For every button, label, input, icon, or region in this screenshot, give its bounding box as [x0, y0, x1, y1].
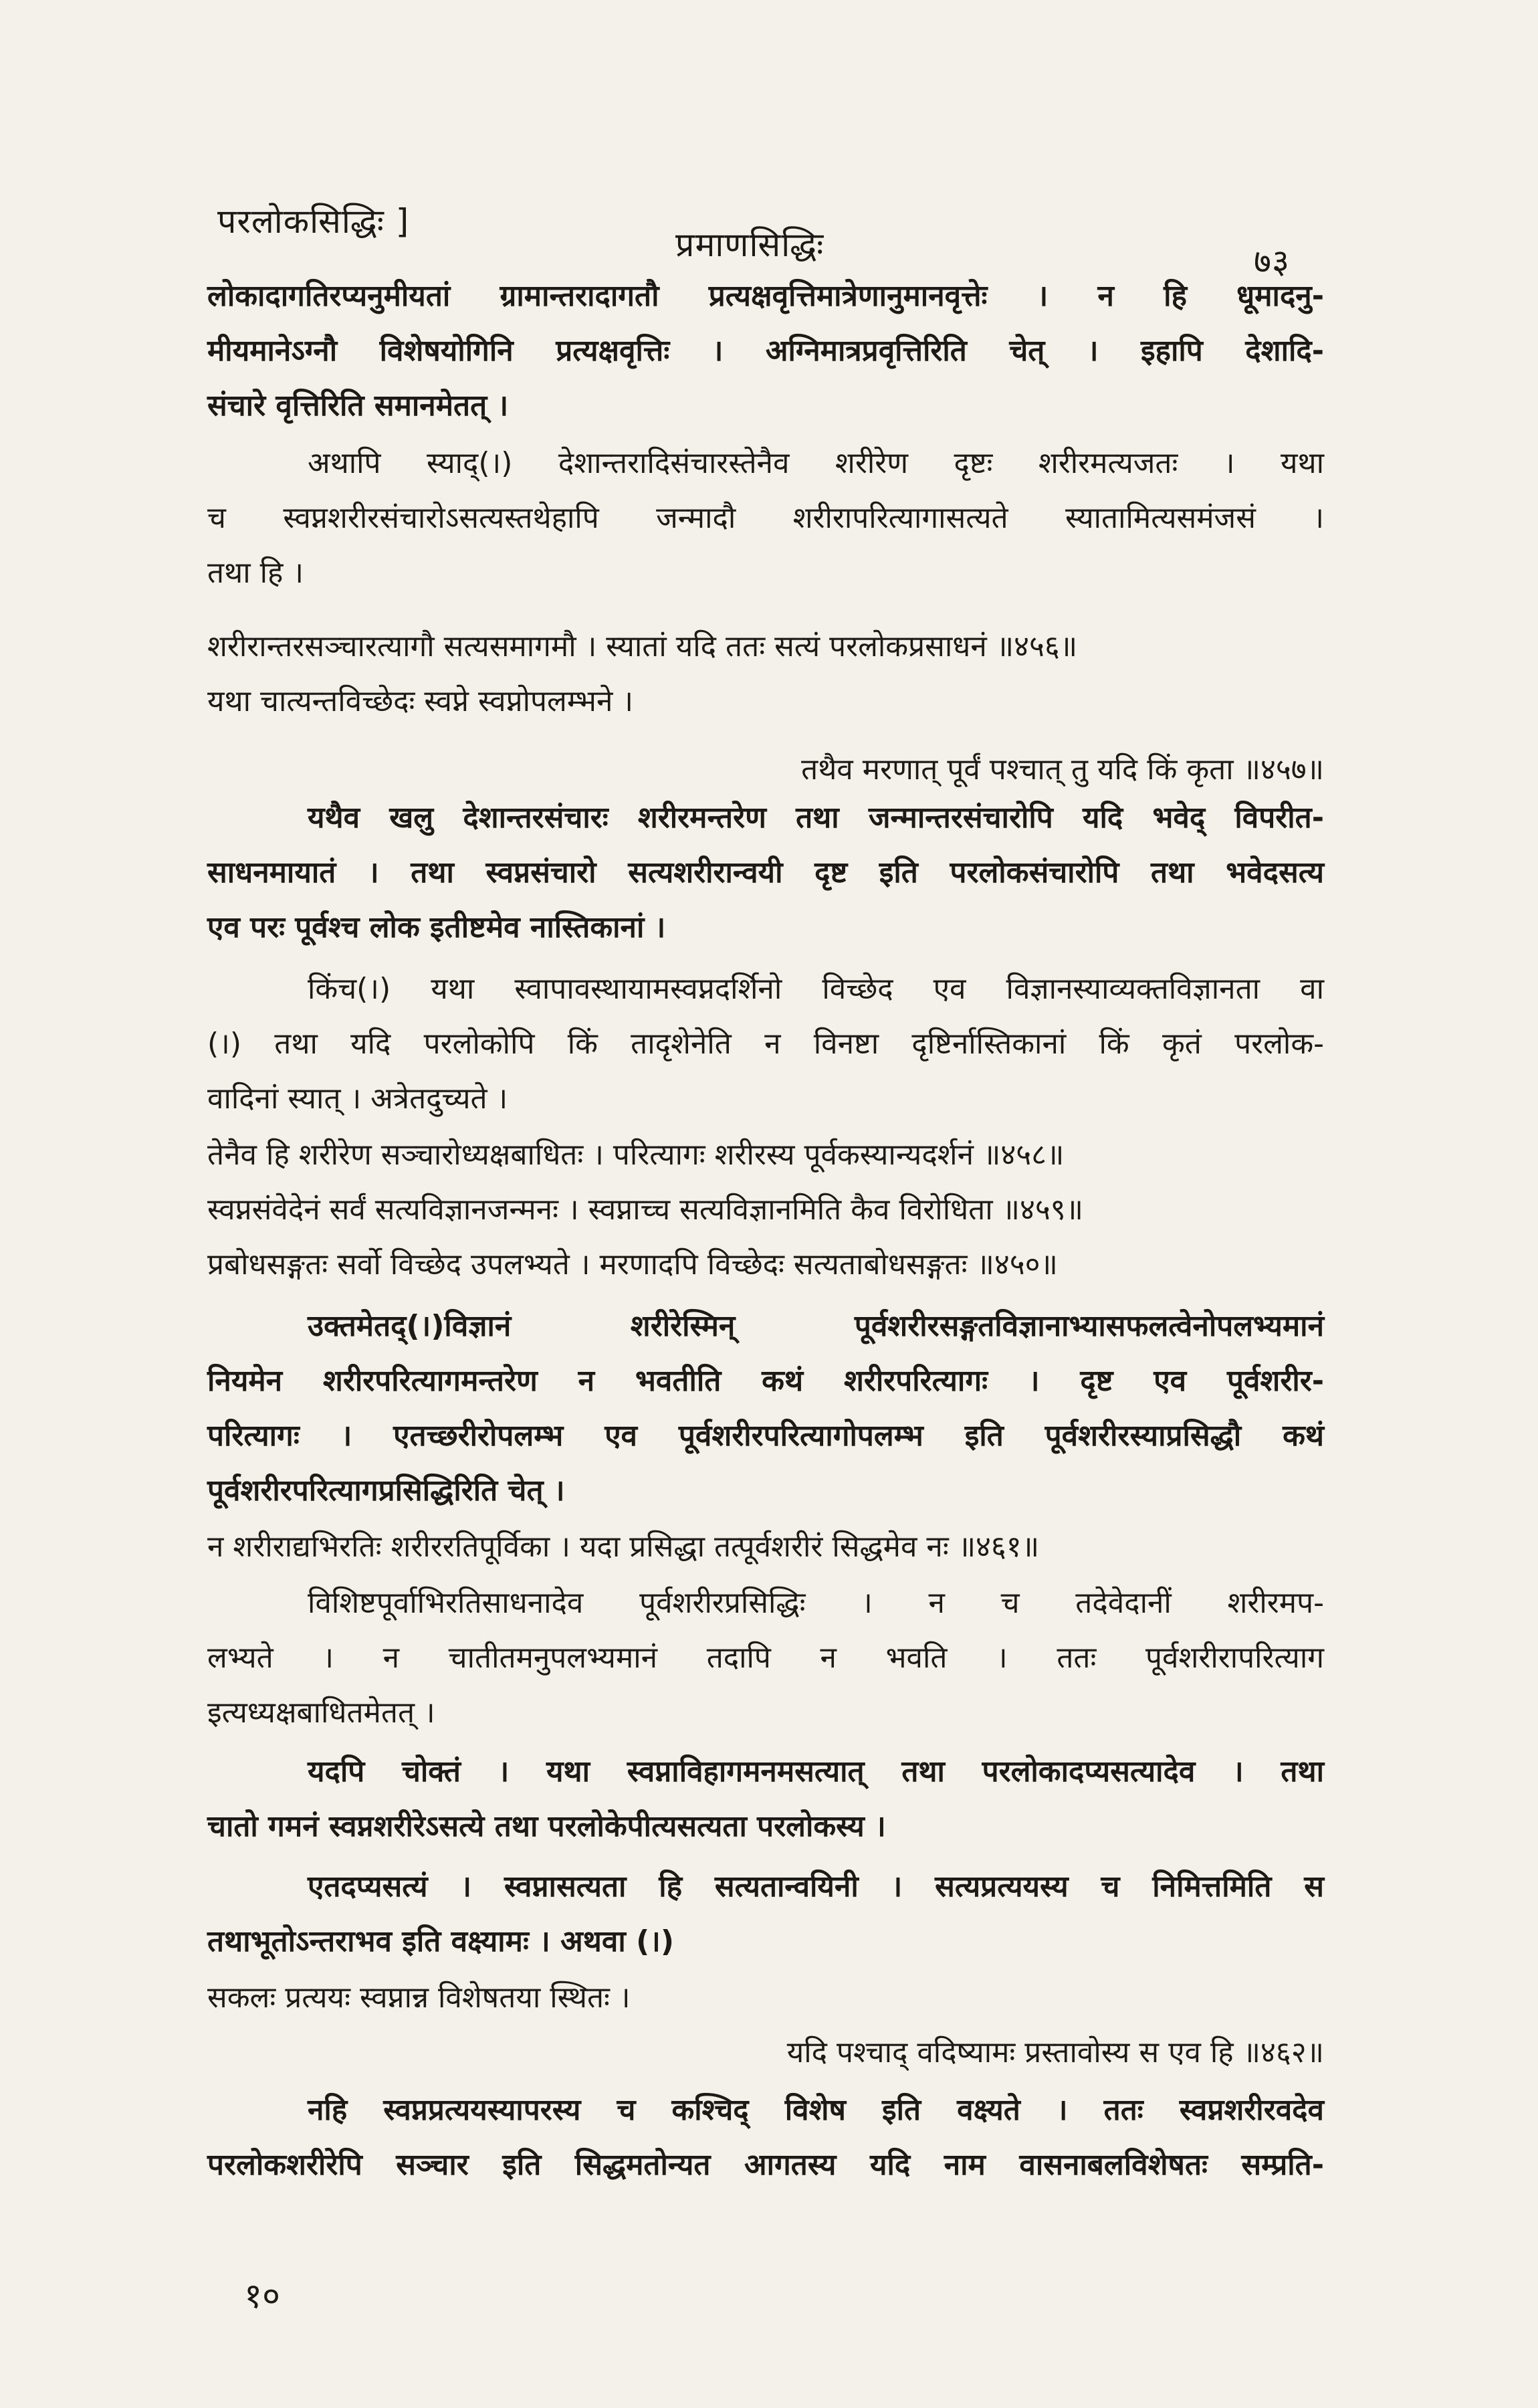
text-line: चातो गमनं स्वप्नशरीरेऽसत्ये तथा परलोकेपीत्यसत्यता परलोकस्य ।: [207, 1809, 886, 1843]
paragraph-4: [207, 962, 1324, 1126]
text-line: एतदप्यसत्यं । स्वप्नासत्यता हि सत्यतान्वयिनी । सत्यप्रत्ययस्य च निमित्तमिति स: [308, 1870, 1324, 1904]
running-head-left: परलोकसिद्धिः ]: [217, 202, 410, 241]
text-line: पूर्वशरीरपरित्यागप्रसिद्धिरिति चेत् ।: [207, 1474, 565, 1508]
verse-line: तथैव मरणात् पूर्वं पश्चात् तु यदि किं कृता ॥४५७॥: [801, 752, 1324, 787]
verse-line: शरीरान्तरसञ्चारत्यागौ सत्यसमागमौ । स्यातां यदि ततः सत्यं परलोकप्रसाधनं ॥४५६॥: [207, 629, 1078, 664]
text-line: नियमेन शरीरपरित्यागमन्तरेण न भवतीति कथं शरीरपरित्यागः । दृष्ट एव पूर्वशरीर-: [207, 1364, 1324, 1398]
paragraph-5: [207, 1299, 1324, 1518]
paragraph-8: [207, 1860, 1324, 1969]
verse-461: [207, 1520, 1324, 1575]
paragraph-6: [207, 1576, 1324, 1740]
verse-456: [207, 619, 1324, 729]
verses-458-450: [207, 1128, 1324, 1292]
text-line: लोकादागतिरप्यनुमीयतां ग्रामान्तरादागतौ प्रत्यक्षवृत्तिमात्रेणानुमानवृत्तेः । न हि धूमादनु-: [207, 279, 1324, 313]
verse-line: स्वप्नसंवेदेनं सर्वं सत्यविज्ञानजन्मनः । स्वप्नाच्च सत्यविज्ञानमिति कैव विरोधिता ॥४५९॥: [207, 1193, 1083, 1227]
paragraph-9: [207, 2083, 1324, 2193]
verse-line: सकलः प्रत्ययः स्वप्नान्न विशेषतया स्थितः ।: [207, 1981, 631, 2015]
text-line: तथा हि ।: [207, 556, 304, 590]
signature-mark: १०: [244, 2276, 281, 2316]
paragraph-7: [207, 1744, 1324, 1854]
verse-line: यथा चात्यन्तविच्छेदः स्वप्ने स्वप्नोपलम्भने ।: [207, 684, 634, 718]
text-line: तथाभूतोऽन्तराभव इति वक्ष्यामः । अथवा (।): [207, 1924, 674, 1959]
text-line: मीयमानेऽग्नौ विशेषयोगिनि प्रत्यक्षवृत्तिः । अग्निमात्रप्रवृत्तिरिति चेत् । इहापि देशादि-: [207, 334, 1324, 368]
verse-462: [207, 1971, 1324, 2080]
text-line: परलोकशरीरेपि सञ्चार इति सिद्धमतोन्यत आगतस्य यदि नाम वासनाबलविशेषतः सम्प्रति-: [207, 2148, 1324, 2182]
text-line: विशिष्टपूर्वाभिरतिसाधनादेव पूर्वशरीरप्रसिद्धिः । न च तदेवेदानीं शरीरमप-: [308, 1586, 1324, 1620]
text-line: च स्वप्नशरीरसंचारोऽसत्यस्तथेहापि जन्मादौ शरीरापरित्यागासत्यते स्यातामित्यसमंजसं ।: [207, 501, 1324, 535]
text-line: परित्यागः । एतच्छरीरोपलम्भ एव पूर्वशरीरपरित्यागोपलम्भ इति पूर्वशरीरस्याप्रसिद्धौ कथं: [207, 1419, 1324, 1453]
verse-457: [207, 742, 1324, 797]
verse-line: न शरीराद्यभिरतिः शरीररतिपूर्विका । यदा प्रसिद्धा तत्पूर्वशरीरं सिद्धमेव नः ॥४६१॥: [207, 1530, 1040, 1564]
text-line: एव परः पूर्वश्च लोक इतीष्टमेव नास्तिकानां ।: [207, 910, 666, 944]
verse-line: तेनैव हि शरीरेण सञ्चारोध्यक्षबाधितः । परित्यागः शरीरस्य पूर्वकस्यान्यदर्शनं ॥४५८॥: [207, 1138, 1065, 1172]
text-line: संचारे वृत्तिरिति समानमेतत् ।: [207, 389, 509, 423]
text-line: नहि स्वप्नप्रत्ययस्यापरस्य च कश्चिद् विशेष इति वक्ष्यते । ततः स्वप्नशरीरवदेव: [308, 2093, 1324, 2127]
text-line: वादिनां स्यात् । अत्रेतदुच्यते ।: [207, 1082, 508, 1116]
text-line: लभ्यते । न चातीतमनुपलभ्यमानं तदापि न भवति । ततः पूर्वशरीरापरित्याग: [207, 1641, 1324, 1675]
text-line: साधनमायातं । तथा स्वप्नसंचारो सत्यशरीरान्वयी दृष्ट इति परलोकसंचारोपि तथा भवेदसत्य: [207, 856, 1324, 890]
paragraph-1: [207, 269, 1324, 433]
verse-line: यदि पश्चाद् वदिष्यामः प्रस्तावोस्य स एव हि ॥४६२॥: [786, 2035, 1324, 2070]
paragraph-2: [207, 436, 1324, 601]
text-line: यदपि चोक्तं । यथा स्वप्नाविहागमनमसत्यात् तथा परलोकादप्यसत्यादेव । तथा: [308, 1754, 1324, 1789]
text-line: इत्यध्यक्षबाधितमेतत् ।: [207, 1696, 435, 1730]
verse-line: प्रबोधसङ्गतः सर्वो विच्छेद उपलभ्यते । मरणादपि विच्छेदः सत्यताबोधसङ्गतः ॥४५०॥: [207, 1247, 1058, 1282]
page-number: ७३: [1254, 242, 1290, 281]
running-head-center: प्रमाणसिद्धिः: [675, 225, 825, 264]
paragraph-3: [207, 791, 1324, 955]
text-line: अथापि स्याद्(।) देशान्तरादिसंचारस्तेनैव शरीरेण दृष्टः शरीरमत्यजतः । यथा: [308, 446, 1324, 480]
text-line: (।) तथा यदि परलोकोपि किं तादृशेनेति न विनष्टा दृष्टिर्नास्तिकानां किं कृतं परलोक-: [207, 1027, 1324, 1061]
text-line: यथैव खलु देशान्तरसंचारः शरीरमन्तरेण तथा जन्मान्तरसंचारोपि यदि भवेद् विपरीत-: [308, 801, 1324, 835]
text-line: उक्तमेतद्(।)विज्ञानं शरीरेस्मिन् पूर्वशरीरसङ्गतविज्ञानाभ्यासफलत्वेनोपलभ्यमानं: [308, 1309, 1324, 1343]
text-line: किंच(।) यथा स्वापावस्थायामस्वप्नदर्शिनो विच्छेद एव विज्ञानस्याव्यक्तविज्ञानता वा: [308, 972, 1324, 1006]
